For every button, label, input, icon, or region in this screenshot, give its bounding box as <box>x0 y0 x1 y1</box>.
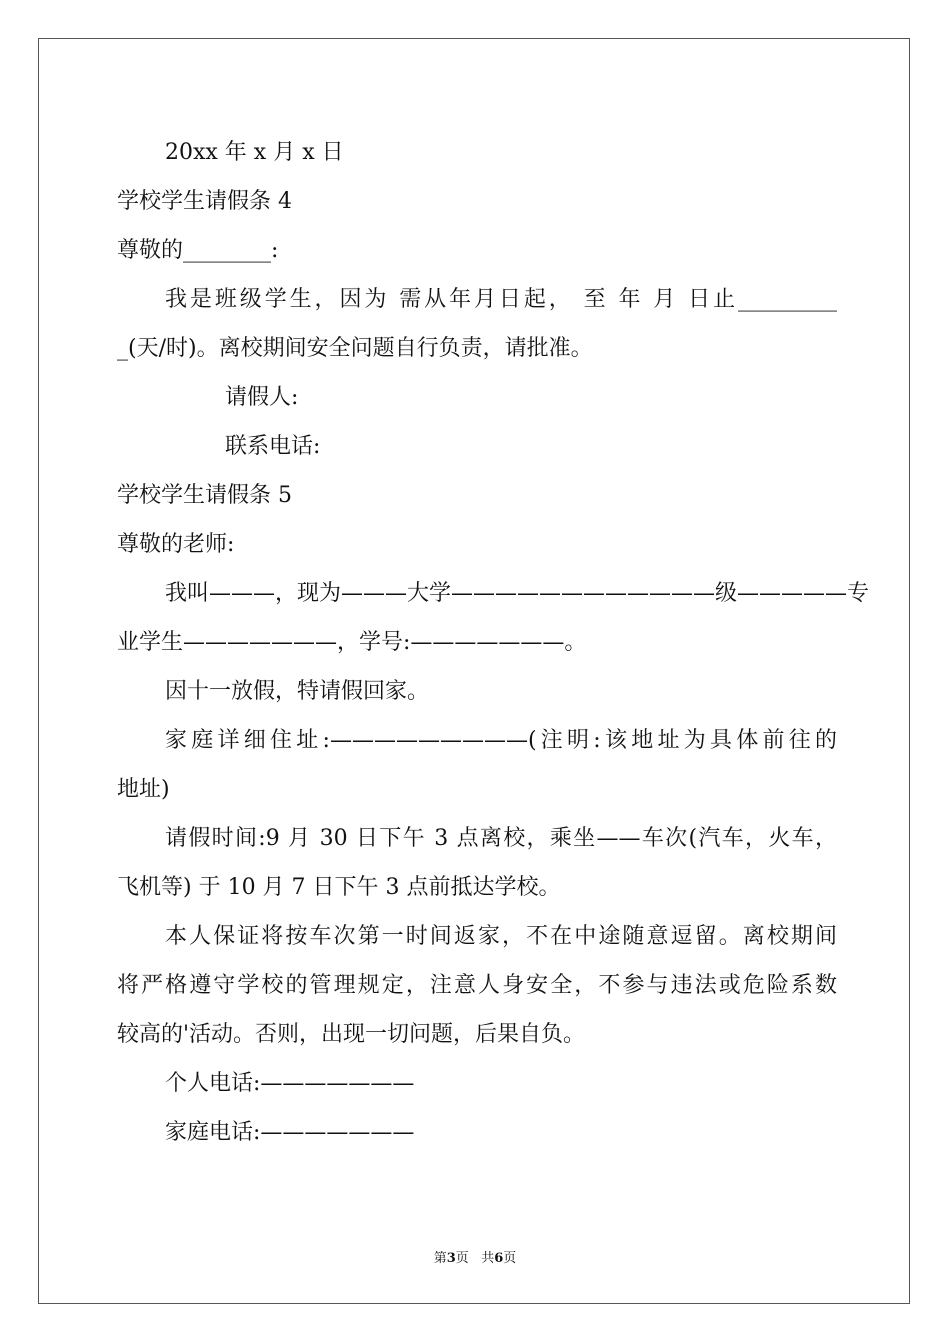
home-phone-line: 家庭电话:——————— <box>165 1120 415 1145</box>
paragraph-line: 我是班级学生，因为 需从年月日起， 至 年 月 日止_________ <box>165 287 837 312</box>
paragraph-line: _(天/时)。离校期间安全问题自行负责，请批准。 <box>117 336 593 361</box>
paragraph-line: 因十一放假，特请假回家。 <box>165 679 430 704</box>
paragraph-line: 飞机等) 于 10 月 7 日下午 3 点前抵达学校。 <box>117 875 561 900</box>
section-title: 学校学生请假条 5 <box>117 483 292 508</box>
paragraph-line: 我叫———，现为———大学————————————级—————专 <box>165 581 870 606</box>
paragraph-line: 请假时间:9 月 30 日下午 3 点离校，乘坐——车次(汽车，火车， <box>165 826 837 851</box>
paragraph-line: 家庭详细住址:—————————(注明:该地址为具体前往的 <box>165 728 837 753</box>
paragraph-line: 业学生———————，学号:———————。 <box>117 630 587 655</box>
total-suffix: 页 <box>503 1251 517 1266</box>
page-prefix: 第 <box>433 1251 447 1266</box>
salutation: 尊敬的老师: <box>117 532 235 557</box>
contact-phone-label: 联系电话: <box>225 434 321 459</box>
total-pages: 6 <box>494 1251 504 1266</box>
total-prefix: 共 <box>481 1251 495 1266</box>
date-line: 20xx 年 x 月 x 日 <box>165 140 344 165</box>
paragraph-line: 地址) <box>117 777 170 802</box>
salutation: 尊敬的________: <box>117 238 279 263</box>
section-title: 学校学生请假条 4 <box>117 189 292 214</box>
applicant-label: 请假人: <box>225 385 299 410</box>
personal-phone-line: 个人电话:——————— <box>165 1071 415 1096</box>
document-body <box>117 128 870 1157</box>
paragraph-line: 本人保证将按车次第一时间返家，不在中途随意逗留。离校期间 <box>165 924 837 949</box>
paragraph-line: 较高的'活动。否则，出现一切问题，后果自负。 <box>117 1022 586 1047</box>
page-number: 3 <box>446 1251 456 1266</box>
page-suffix: 页 <box>455 1251 469 1266</box>
page-footer <box>0 1247 950 1266</box>
paragraph-line: 将严格遵守学校的管理规定，注意人身安全，不参与违法或危险系数 <box>117 973 837 998</box>
